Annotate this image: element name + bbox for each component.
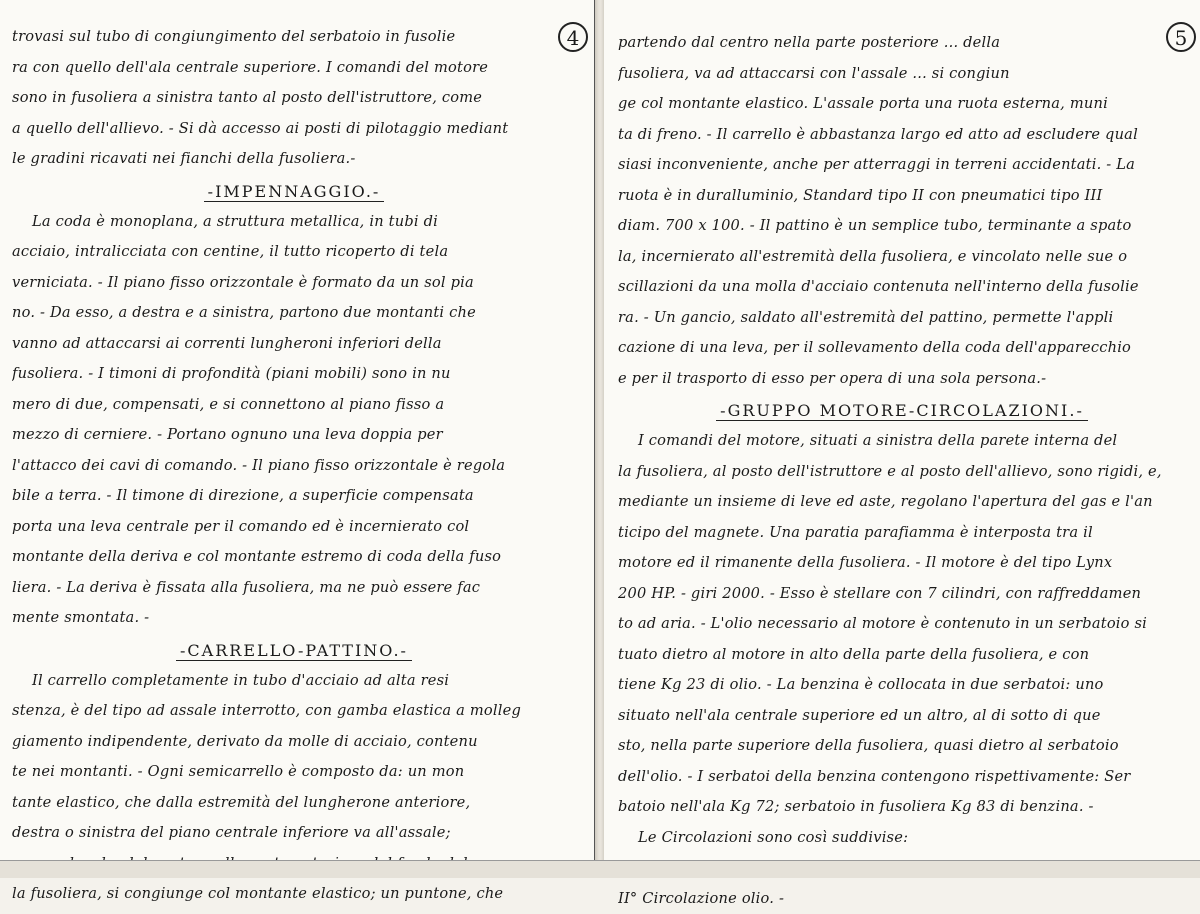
text-line: bile a terra. - Il timone di direzione, a superficie compensata — [12, 481, 576, 512]
text-line: sono in fusoliera a sinistra tanto al posto dell'istruttore, come — [12, 83, 576, 114]
text-line: la, incernierato all'estremità della fusoliera, e vincolato nelle sue o — [618, 242, 1186, 273]
page-number-right: 5 — [1166, 22, 1196, 52]
left-page — [0, 0, 594, 877]
text-line: liera. - La deriva è fissata alla fusoliera, ma ne può essere fac — [12, 573, 576, 604]
page-number-left: 4 — [558, 22, 588, 52]
text-line: fusoliera, va ad attaccarsi con l'assale ... si congiun — [618, 59, 1186, 90]
text-line: stenza, è del tipo ad assale interrotto, con gamba elastica a molleg — [12, 696, 576, 727]
text-line: porta una leva centrale per il comando ed è incernierato col — [12, 512, 576, 543]
text-line: sto, nella parte superiore della fusoliera, quasi dietro al serbatoio — [618, 731, 1186, 762]
text-line: Il carrello completamente in tubo d'acciaio ad alta resi — [12, 666, 576, 697]
text-line: siasi inconveniente, anche per atterraggi in terreni accidentati. - La — [618, 150, 1186, 181]
text-line: diam. 700 x 100. - Il pattino è un semplice tubo, terminante a spato — [618, 211, 1186, 242]
heading-impennaggio: -IMPENNAGGIO.- — [12, 177, 576, 207]
text-line: vanno ad attaccarsi ai correnti lungheroni inferiori della — [12, 329, 576, 360]
text-line: verniciata. - Il piano fisso orizzontale è formato da un sol pia — [12, 268, 576, 299]
right-page-text — [618, 28, 1186, 914]
text-line: situato nell'ala centrale superiore ed un altro, al di sotto di que — [618, 701, 1186, 732]
text-line: e per il trasporto di esso per opera di una sola persona.- — [618, 364, 1186, 395]
text-line: I comandi del motore, situati a sinistra della parete interna del — [618, 426, 1186, 457]
text-line: fusoliera. - I timoni di profondità (piani mobili) sono in nu — [12, 359, 576, 390]
text-line: tiene Kg 23 di olio. - La benzina è collocata in due serbatoi: uno — [618, 670, 1186, 701]
text-line: tuato dietro al motore in alto della parte della fusoliera, e con — [618, 640, 1186, 671]
left-paragraph-2 — [12, 207, 576, 634]
text-line: dell'olio. - I serbatoi della benzina contengono rispettivamente: Ser — [618, 762, 1186, 793]
left-page-text — [12, 22, 576, 910]
text-line: ge col montante elastico. L'assale porta una ruota esterna, muni — [618, 89, 1186, 120]
text-line: le gradini ricavati nei fianchi della fusoliera.- — [12, 144, 576, 175]
text-line: batoio nell'ala Kg 72; serbatoio in fusoliera Kg 83 di benzina. - — [618, 792, 1186, 823]
text-line: La coda è monoplana, a struttura metallica, in tubi di — [12, 207, 576, 238]
text-line: mediante un insieme di leve ed aste, regolano l'apertura del gas e l'an — [618, 487, 1186, 518]
text-line: giamento indipendente, derivato da molle di acciaio, contenu — [12, 727, 576, 758]
heading-carrello-pattino: -CARRELLO-PATTINO.- — [12, 636, 576, 666]
text-line: mezzo di cerniere. - Portano ognuno una leva doppia per — [12, 420, 576, 451]
text-line: no. - Da esso, a destra e a sinistra, partono due montanti che — [12, 298, 576, 329]
text-line: cazione di una leva, per il sollevamento della coda dell'apparecchio — [618, 333, 1186, 364]
text-line: ra. - Un gancio, saldato all'estremità del pattino, permette l'appli — [618, 303, 1186, 334]
text-line: to ad aria. - L'olio necessario al motore è contenuto in un serbatoio si — [618, 609, 1186, 640]
text-line: mero di due, compensati, e si connettono al piano fisso a — [12, 390, 576, 421]
text-line: ticipo del magnete. Una paratia parafiamma è interposta tra il — [618, 518, 1186, 549]
text-line: mente smontata. - — [12, 603, 576, 634]
text-line: acciaio, intralicciata con centine, il tutto ricoperto di tela — [12, 237, 576, 268]
right-paragraph-1 — [618, 28, 1186, 394]
text-line: trovasi sul tubo di congiungimento del serbatoio in fusolie — [12, 22, 576, 53]
text-line: la fusoliera, al posto dell'istruttore e al posto dell'allievo, sono rigidi, e, — [618, 457, 1186, 488]
text-line: scillazioni da una molla d'acciaio contenuta nell'interno della fusolie — [618, 272, 1186, 303]
text-line: Le Circolazioni sono così suddivise: — [618, 823, 1186, 854]
text-line: montante della deriva e col montante estremo di coda della fuso — [12, 542, 576, 573]
left-paragraph-1 — [12, 22, 576, 175]
text-line: ruota è in duralluminio, Standard tipo II con pneumatici tipo III — [618, 181, 1186, 212]
text-line: 200 HP. - giri 2000. - Esso è stellare con 7 cilindri, con raffreddamen — [618, 579, 1186, 610]
text-line: motore ed il rimanente della fusoliera. - Il motore è del tipo Lynx — [618, 548, 1186, 579]
right-page — [604, 0, 1200, 877]
text-line: destra o sinistra del piano centrale inferiore va all'assale; — [12, 818, 576, 849]
text-line: ta di freno. - Il carrello è abbastanza largo ed atto ad escludere qual — [618, 120, 1186, 151]
page-bottom-edge — [0, 860, 1200, 878]
text-line: II° Circolazione olio. - — [618, 884, 1186, 914]
heading-gruppo-motore: -GRUPPO MOTORE-CIRCOLAZIONI.- — [618, 396, 1186, 426]
text-line: te nei montanti. - Ogni semicarrello è composto da: un mon — [12, 757, 576, 788]
text-line: tante elastico, che dalla estremità del lungherone anteriore, — [12, 788, 576, 819]
text-line: a quello dell'allievo. - Si dà accesso ai posti di pilotaggio mediant — [12, 114, 576, 145]
text-line: l'attacco dei cavi di comando. - Il piano fisso orizzontale è regola — [12, 451, 576, 482]
text-line: la fusoliera, si congiunge col montante elastico; un puntone, che — [12, 879, 576, 910]
text-line: ra con quello dell'ala centrale superiore. I comandi del motore — [12, 53, 576, 84]
text-line: partendo dal centro nella parte posteriore ... della — [618, 28, 1186, 59]
right-paragraph-2 — [618, 426, 1186, 823]
